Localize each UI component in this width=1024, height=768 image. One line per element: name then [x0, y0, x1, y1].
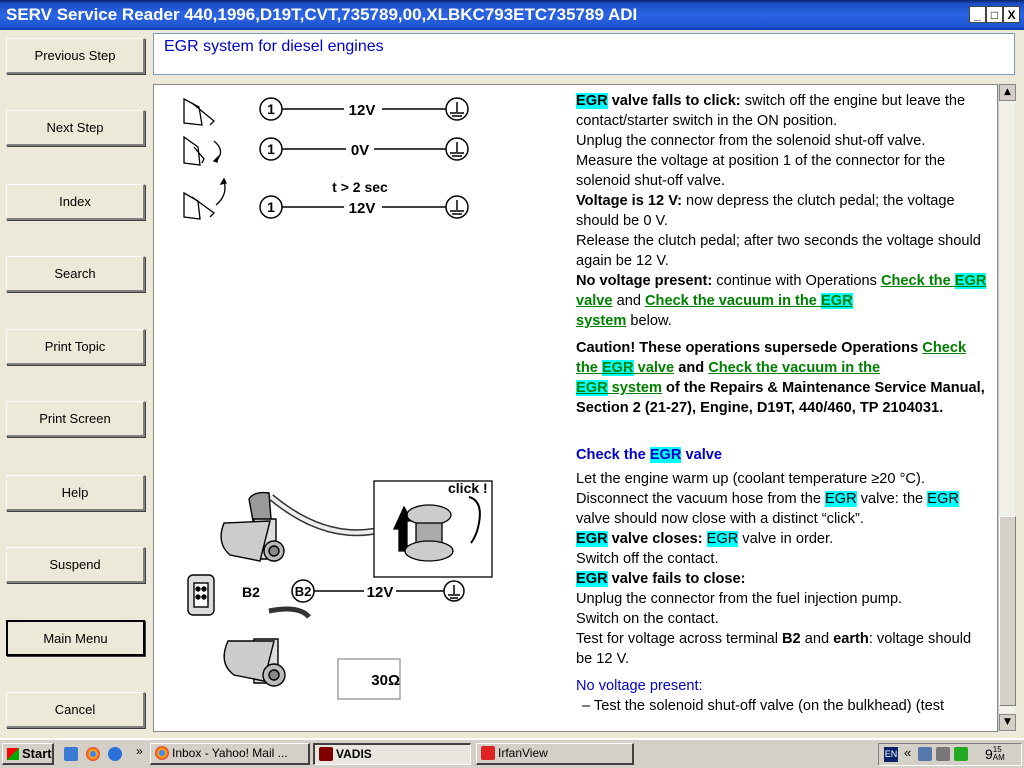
quicklaunch-chevron[interactable]: » [136, 744, 143, 758]
instruction-text [576, 91, 988, 716]
time-label: t > 2 sec [332, 179, 388, 195]
text-span: Release the clutch pedal; after two seconds the voltage should again be 12 V. [576, 233, 981, 269]
resistance-label: 30Ω [371, 672, 400, 689]
topic-title: EGR system for diesel engines [164, 38, 384, 55]
text-span: now depress the clutch pedal; the voltage should be 0 V. [576, 193, 955, 229]
text-span: Unplug the connector from the solenoid shut-off valve. [576, 133, 926, 149]
quicklaunch-ie2-icon[interactable] [108, 747, 122, 761]
text-span: Measure the voltage at position 1 of the connector for the solenoid shut-off valve. [576, 153, 946, 189]
taskbar [0, 738, 1024, 768]
content-scrollbar[interactable] [998, 84, 1015, 732]
print-screen-button[interactable]: Print Screen [6, 401, 145, 437]
click-label: click ! [448, 480, 488, 496]
chrome-icon [155, 746, 169, 760]
task-yahoo-mail[interactable]: Inbox - Yahoo! Mail ... [150, 743, 310, 765]
bold-label: valve falls to click: [611, 93, 741, 109]
main-menu-button[interactable]: Main Menu [6, 620, 145, 656]
connector-icon [188, 575, 214, 615]
irfanview-icon [481, 746, 495, 760]
maximize-button[interactable]: □ [986, 6, 1003, 23]
b2-voltage-label: 12V [366, 584, 394, 601]
text-span: below. [626, 313, 672, 329]
clock-ampm: AM [992, 753, 1005, 762]
check-egr-paragraph: Let the engine warm up (coolant temperature ≥20 °C). Disconnect the vacuum hose from the EGR valve: the EGR valve should now close with a distinct “click”. EGR valve closes: EGR valve in order. Switch off the contact. EGR valve fails to close: Unplug the connector from the fuel injection pump. Switch on the contact. Test for voltage across terminal B2 and earth: voltage should be 12 V. [576, 471, 972, 667]
help-button[interactable]: Help [6, 475, 145, 511]
tray-network-icon[interactable] [918, 747, 932, 761]
start-label: Start [22, 746, 52, 761]
link-check-egr-valve-2[interactable]: Check the EGR valve [576, 340, 967, 376]
voltage-12v-label: 12V [348, 102, 376, 119]
content-area[interactable] [153, 84, 998, 732]
caution-paragraph: Caution! These operations supersede Operations Check the EGR valve and Check the vacuum in the EGR system of the Repairs & Maintenance Service Manual, Section 2 (21-27), Engine, D19T, 440/460, TP 2104031. [576, 340, 985, 416]
scroll-up-arrow-icon[interactable]: ▲ [999, 84, 1016, 101]
text-span: Switch off the contact. [576, 551, 719, 567]
print-topic-button[interactable]: Print Topic [6, 329, 145, 365]
suspend-button[interactable]: Suspend [6, 547, 145, 583]
pos1-label-b: 1 [267, 141, 275, 157]
tray-volume-icon[interactable] [936, 747, 950, 761]
egr-highlight: EGR [576, 93, 608, 109]
paragraph-falls-to-click [576, 91, 988, 331]
voltage-12v-label-b: 12V [348, 200, 376, 217]
link-check-vacuum-egr-system[interactable]: Check the vacuum in the EGR system [576, 293, 853, 329]
tray-security-icon[interactable] [954, 747, 968, 761]
language-indicator[interactable]: EN [884, 747, 898, 762]
voltage-test-diagram [154, 85, 574, 225]
b2-circle-label: B2 [294, 584, 312, 599]
voltage-0v-label: 0V [350, 142, 370, 159]
window-title: SERV Service Reader 440,1996,D19T,CVT,735789,00,XLBKC793ETC735789 ADI [6, 5, 638, 24]
windows-logo-icon [7, 748, 19, 760]
link-check-egr-valve[interactable]: Check the EGR valve [576, 273, 987, 309]
b2-terminal-label: B2 [242, 584, 260, 600]
next-step-button[interactable]: Next Step [6, 110, 145, 146]
task-irfanview[interactable]: IrfanView [476, 743, 634, 765]
previous-step-button[interactable]: Previous Step [6, 38, 145, 74]
start-button[interactable] [2, 743, 54, 765]
text-span: Let the engine warm up (coolant temperature ≥20 °C). [576, 471, 925, 487]
pos1-label-c: 1 [267, 199, 275, 215]
close-button[interactable]: X [1003, 6, 1020, 23]
vadis-icon [319, 747, 333, 761]
bold-label: No voltage present: [576, 273, 713, 289]
clock-minute: 15 [992, 745, 1002, 754]
text-span: Unplug the connector from the fuel injection pump. [576, 591, 903, 607]
tray-expand-chevron[interactable]: « [904, 745, 912, 760]
quicklaunch-chrome-icon[interactable] [86, 747, 100, 761]
text-span: Switch on the contact. [576, 611, 719, 627]
scroll-down-arrow-icon[interactable]: ▼ [999, 714, 1016, 731]
pos1-label-a: 1 [267, 101, 275, 117]
scroll-thumb[interactable] [999, 516, 1016, 706]
egr-valve-diagram [154, 479, 574, 729]
section-heading-check-egr: Check the EGR valve [576, 447, 723, 463]
text-span: switch off the engine but leave the contact/starter switch in the ON position. [576, 93, 966, 129]
clock[interactable] [985, 746, 1005, 762]
minimize-button[interactable]: _ [969, 6, 986, 23]
text-span: continue with Operations [712, 273, 881, 289]
no-voltage-present-label: No voltage present: [576, 678, 703, 694]
bold-label: Voltage is 12 V: [576, 193, 682, 209]
text-span: and [612, 293, 645, 309]
index-button[interactable]: Index [6, 184, 145, 220]
cancel-button[interactable]: Cancel [6, 692, 145, 728]
clock-hour: 9 [985, 746, 993, 762]
title-bar [0, 0, 1024, 30]
clutch-pedal-icon [184, 99, 226, 219]
search-button[interactable]: Search [6, 256, 145, 292]
quicklaunch-ie-icon[interactable] [64, 747, 78, 761]
task-vadis[interactable]: VADIS [313, 743, 471, 765]
bullet-item: – Test the solenoid shut-off valve (on the bulkhead) (test [582, 698, 945, 714]
topic-header [153, 33, 1015, 75]
link-check-vacuum-egr-system-2[interactable]: Check the vacuum in the EGR system [576, 360, 881, 396]
navigation-panel [0, 30, 152, 738]
